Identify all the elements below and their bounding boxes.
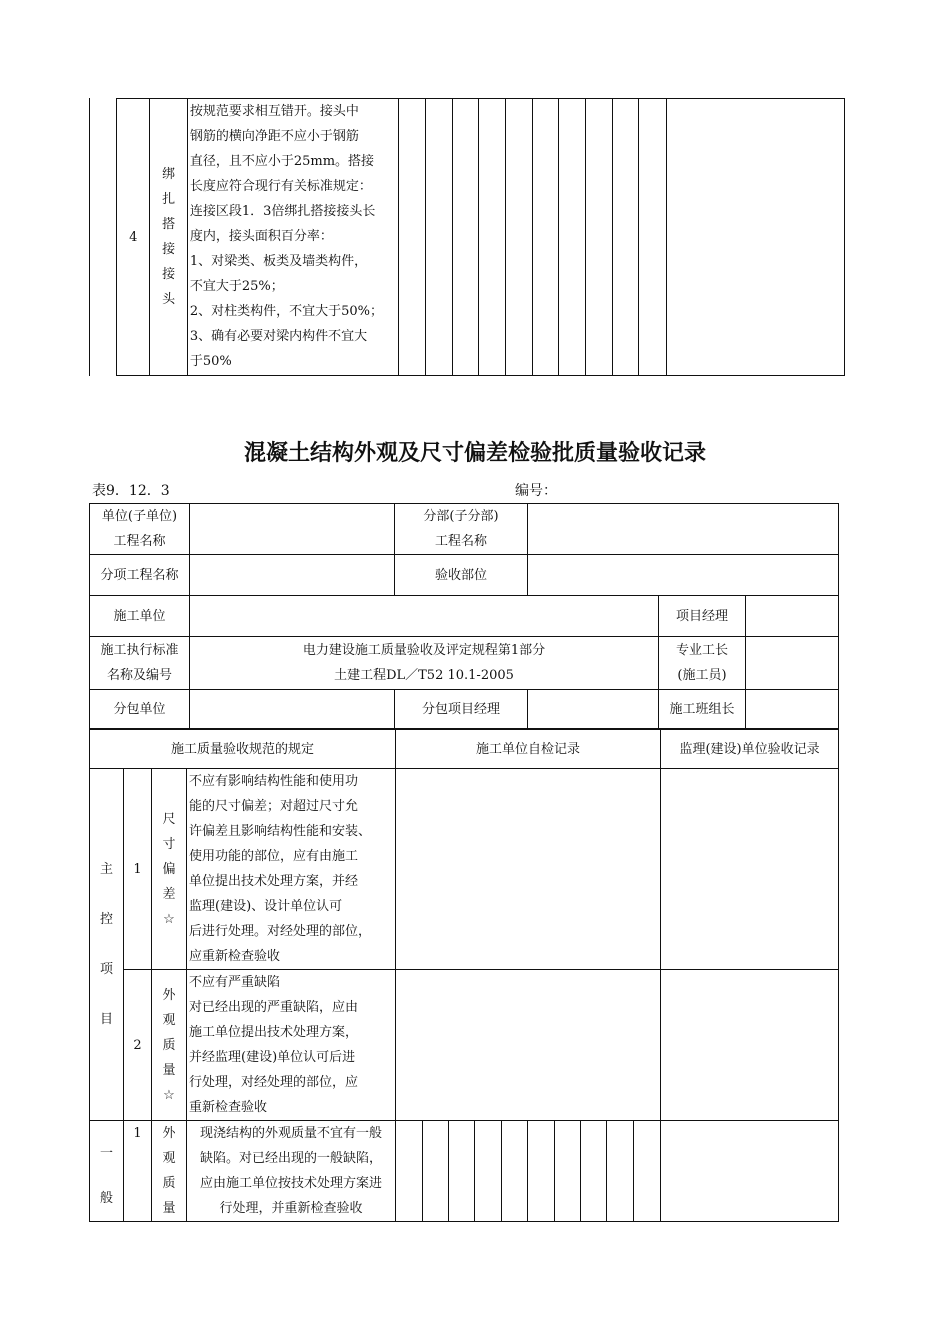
check-cell[interactable] xyxy=(585,99,612,376)
general-group: 一 般 xyxy=(90,1121,124,1222)
standard-label: 施工执行标准 名称及编号 xyxy=(90,637,190,690)
check-cell[interactable] xyxy=(639,99,666,376)
check-cell[interactable] xyxy=(555,1121,581,1222)
subcontractor-field[interactable] xyxy=(190,690,395,729)
general-item-index: 1 xyxy=(124,1121,152,1222)
main-item-requirement: 不应有影响结构性能和使用功 能的尺寸偏差；对超过尺寸允 许偏差且影响结构性能和安装、 使用功能的部位，应有由施工 单位提出技术处理方案，并经 监理(建设)、设计单位认可 后进行处理。对经处理的部位， 应重新检查验收 xyxy=(187,769,396,970)
self-check-column-header: 施工单位自检记录 xyxy=(396,730,661,769)
header-table xyxy=(89,503,839,729)
page-title: 混凝土结构外观及尺寸偏差检验批质量验收记录 xyxy=(243,441,706,466)
check-cell[interactable] xyxy=(453,99,479,376)
check-cell[interactable] xyxy=(502,1121,528,1222)
division-name-field[interactable] xyxy=(528,504,839,555)
check-cell[interactable] xyxy=(399,99,425,376)
subcontractor-label: 分包单位 xyxy=(90,690,190,729)
main-item-requirement: 不应有严重缺陷 对已经出现的严重缺陷，应由 施工单位提出技术处理方案， 并经监理(建设)单位认可后进 行处理，对经处理的部位，应 重新检查验收 xyxy=(187,970,396,1121)
standard-value: 电力建设施工质量验收及评定规程第1部分 土建工程DL／T52 10.1-2005 xyxy=(190,637,659,690)
main-item-index: 2 xyxy=(124,970,152,1121)
top-requirement: 按规范要求相互错开。接头中 钢筋的横向净距不应小于钢筋 直径，且不应小于25mm。搭接 长度应符合现行有关标准规定： 连接区段1．3倍绑扎搭接接头长 度内，接头面积百分率： 1、对梁类、板类及墙类构件， 不宜大于25%； 2、对柱类构件，不宜大于50%； 3、确有必要对梁内构件不宜大 于50% xyxy=(187,99,399,376)
top-item-name: 绑 扎 搭 接 接 头 xyxy=(150,99,187,376)
foreman-label: 专业工长 (施工员) xyxy=(659,637,746,690)
check-cell[interactable] xyxy=(559,99,585,376)
spec-column-header: 施工质量验收规范的规定 xyxy=(90,730,396,769)
constructor-label: 施工单位 xyxy=(90,596,190,637)
check-cell[interactable] xyxy=(613,99,639,376)
subcontract-pm-label: 分包项目经理 xyxy=(395,690,528,729)
inspection-table xyxy=(89,729,839,1222)
unit-name-label: 单位(子单位) 工程名称 xyxy=(90,504,190,555)
team-leader-label: 施工班组长 xyxy=(659,690,746,729)
main-item-name: 外 观 质 量 ☆ xyxy=(152,970,187,1121)
self-check-record-cell[interactable] xyxy=(396,769,661,970)
supervision-record-cell[interactable] xyxy=(661,970,839,1121)
check-cell[interactable] xyxy=(423,1121,449,1222)
subcontract-pm-field[interactable] xyxy=(528,690,659,729)
foreman-field[interactable] xyxy=(746,637,839,690)
unit-name-field[interactable] xyxy=(190,504,395,555)
subitem-name-field[interactable] xyxy=(190,555,395,596)
top-index: 4 xyxy=(117,99,150,376)
supervision-cell[interactable] xyxy=(666,99,844,376)
top-continuation-table xyxy=(116,98,845,376)
main-item-index: 1 xyxy=(124,769,152,970)
check-cell[interactable] xyxy=(581,1121,607,1222)
supervision-record-cell[interactable] xyxy=(661,1121,839,1222)
self-check-record-cell[interactable] xyxy=(396,970,661,1121)
main-item-name: 尺 寸 偏 差 ☆ xyxy=(152,769,187,970)
serial-number-label: 编号： xyxy=(515,483,557,499)
check-cell[interactable] xyxy=(505,99,532,376)
general-item-requirement: 现浇结构的外观质量不宜有一般 缺陷。对已经出现的一般缺陷， 应由施工单位按技术处理方案进 行处理，并重新检查验收 xyxy=(187,1121,396,1222)
subitem-name-label: 分项工程名称 xyxy=(90,555,190,596)
check-cell[interactable] xyxy=(425,99,452,376)
check-cell[interactable] xyxy=(449,1121,475,1222)
constructor-field[interactable] xyxy=(190,596,659,637)
check-cell[interactable] xyxy=(475,1121,502,1222)
check-cell[interactable] xyxy=(533,99,559,376)
project-manager-field[interactable] xyxy=(746,596,839,637)
check-cell[interactable] xyxy=(634,1121,661,1222)
supervision-column-header: 监理(建设)单位验收记录 xyxy=(661,730,839,769)
check-cell[interactable] xyxy=(607,1121,634,1222)
main-control-group: 主 控 项 目 xyxy=(90,769,124,1121)
acceptance-part-field[interactable] xyxy=(528,555,839,596)
check-cell[interactable] xyxy=(479,99,505,376)
check-cell[interactable] xyxy=(528,1121,555,1222)
check-cell[interactable] xyxy=(396,1121,423,1222)
project-manager-label: 项目经理 xyxy=(659,596,746,637)
general-item-name: 外 观 质 量 xyxy=(152,1121,187,1222)
team-leader-field[interactable] xyxy=(746,690,839,729)
division-name-label: 分部(子分部) 工程名称 xyxy=(395,504,528,555)
acceptance-part-label: 验收部位 xyxy=(395,555,528,596)
table-number: 表9．12．3 xyxy=(92,483,170,499)
supervision-record-cell[interactable] xyxy=(661,769,839,970)
